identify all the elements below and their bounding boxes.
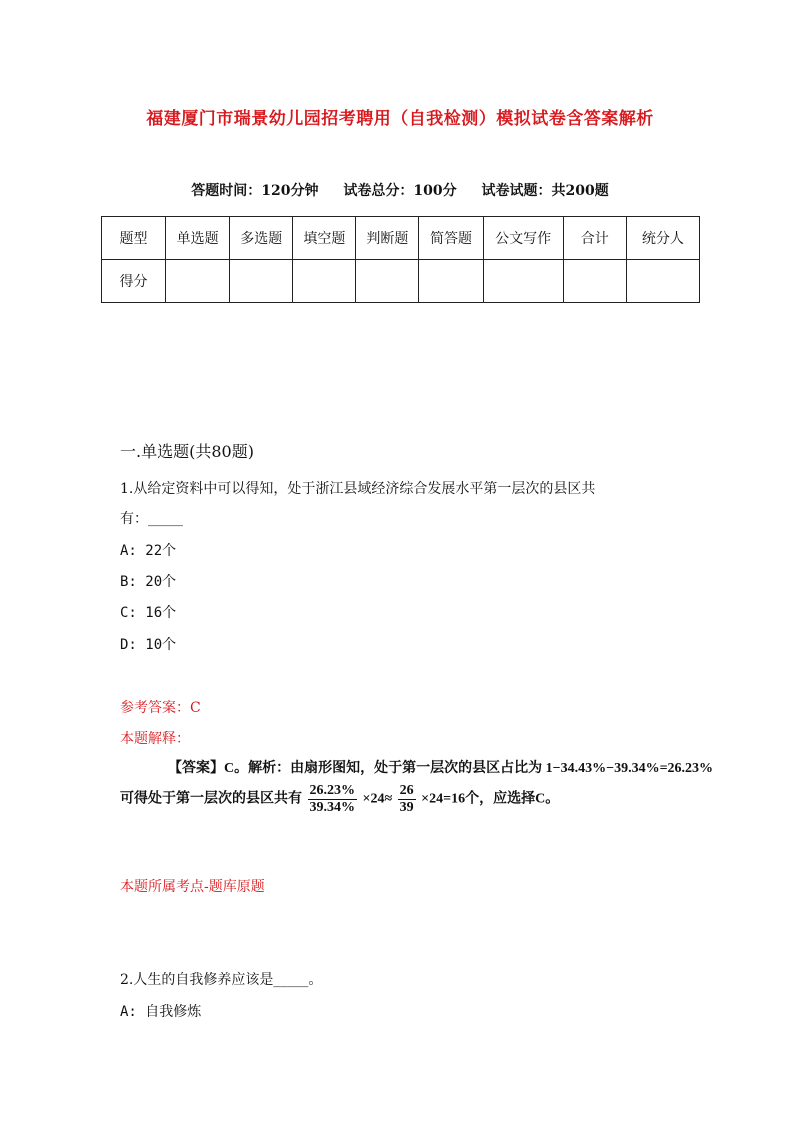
score-cell [626,260,699,303]
section-title: 一.单选题(共80题) [120,442,254,461]
score-table [101,216,700,303]
score-cell [483,260,563,303]
analysis-line-1: 【答案】C。解析：由扇形图知，处于第一层次的县区占比为 1−34.43%−39.34%=26.23% [168,761,714,776]
exam-time: 答题时间：120分钟 [191,183,319,199]
fraction-2-denominator: 39 [399,800,414,815]
score-header-cell: 单选题 [166,217,230,260]
analysis-prefix: 可得处于第一层次的县区共有 [120,791,302,807]
explanation-label: 本题解释： [120,731,190,747]
question-source: 本题所属考点-题库原题 [120,879,265,895]
score-cell [166,260,230,303]
score-cell [293,260,356,303]
question-1-stem-line: 1.从给定资料中可以得知，处于浙江县域经济综合发展水平第一层次的县区共 [120,481,596,497]
score-header-cell: 简答题 [419,217,483,260]
exam-meta [0,180,800,200]
fraction-1 [308,783,358,816]
score-header-cell: 题型 [102,217,166,260]
option-d: D: 10个 [120,637,177,653]
exam-total-score: 试卷总分：100分 [343,183,457,199]
fraction-2 [398,783,416,816]
option-b: B: 20个 [120,574,177,590]
document-title: 福建厦门市瑞景幼儿园招考聘用（自我检测）模拟试卷含答案解析 [146,109,654,129]
fraction-2-numerator: 26 [399,783,414,798]
question-1-stem [120,478,690,530]
analysis-suffix: ×24=16个，应选择C。 [421,791,560,807]
score-table-score-row [102,260,700,303]
fraction-1-numerator: 26.23% [309,783,355,798]
exam-question-count: 试卷试题：共200题 [481,183,609,199]
option-a: A: 自我修炼 [120,1004,202,1020]
score-cell [419,260,483,303]
score-cell [356,260,419,303]
option-a: A: 22个 [120,543,177,559]
score-header-cell: 判断题 [356,217,419,260]
score-header-cell: 统分人 [626,217,699,260]
analysis-line-2 [120,783,800,816]
option-c: C: 16个 [120,605,177,621]
score-header-cell: 合计 [563,217,626,260]
analysis-block [120,757,800,816]
score-table-header-row [102,217,700,260]
score-header-cell: 填空题 [293,217,356,260]
fraction-1-denominator: 39.34% [309,800,355,815]
score-header-cell: 多选题 [230,217,293,260]
question-2-stem: 2.人生的自我修养应该是_____。 [120,972,323,988]
question-1-stem-line: 有：_____ [120,511,183,527]
score-cell [230,260,293,303]
score-cell [563,260,626,303]
reference-answer: 参考答案：C [120,700,201,716]
analysis-middle: ×24≈ [362,791,393,807]
score-header-cell: 公文写作 [483,217,563,260]
score-row-label: 得分 [102,260,166,303]
